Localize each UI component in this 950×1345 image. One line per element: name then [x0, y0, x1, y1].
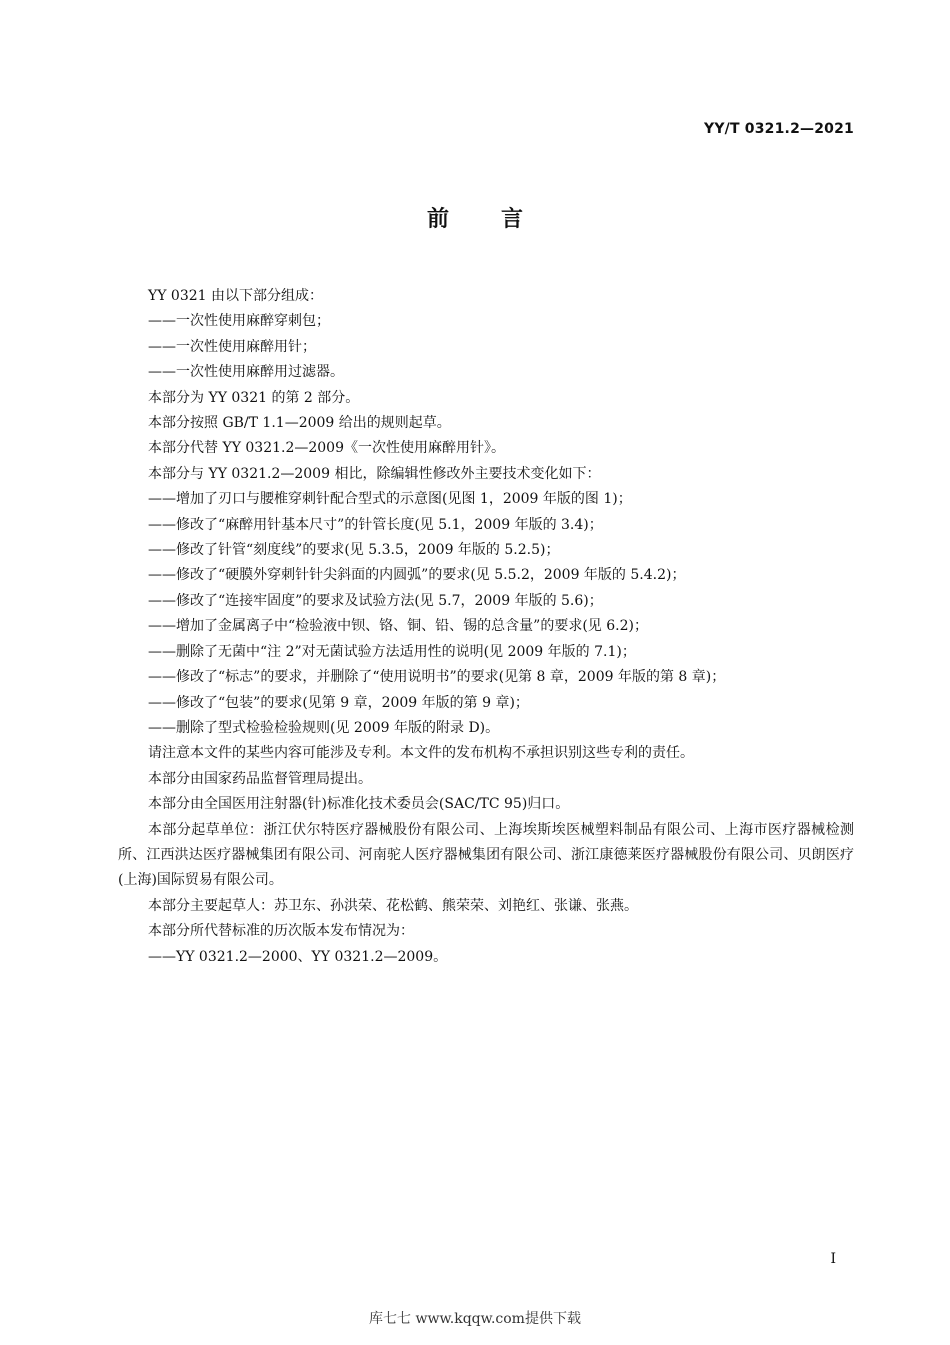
list-item: ——修改了“包装”的要求(见第 9 章，2009 年版的第 9 章)；: [148, 694, 529, 711]
paragraph: 请注意本文件的某些内容可能涉及专利。本文件的发布机构不承担识别这些专利的责任。: [148, 745, 694, 762]
paragraph: 本部分起草单位：浙江伏尔特医疗器械股份有限公司、上海埃斯埃医械塑料制品有限公司、上海市医疗器械检测所、江西洪达医疗器械集团有限公司、河南驼人医疗器械集团有限公司、浙江康德莱医疗器械股份有限公司、贝朗医疗(上海)国际贸易有限公司。: [118, 821, 854, 889]
paragraph: YY 0321 由以下部分组成：: [148, 288, 324, 304]
list-item: ——修改了“麻醉用针基本尺寸”的针管长度(见 5.1，2009 年版的 3.4)；: [148, 516, 603, 533]
list-item: ——一次性使用麻醉用针；: [148, 338, 316, 355]
list-item: ——修改了“连接牢固度”的要求及试验方法(见 5.7，2009 年版的 5.6)；: [148, 592, 603, 609]
list-item: ——一次性使用麻醉穿刺包；: [148, 313, 330, 330]
document-code: YY/T 0321.2—2021: [703, 121, 854, 137]
list-item: ——删除了型式检验检验规则(见 2009 年版的附录 D)。: [148, 719, 500, 736]
list-item: ——删除了无菌中“注 2”对无菌试验方法适用性的说明(见 2009 年版的 7.1)；: [148, 643, 636, 660]
paragraph: 本部分主要起草人：苏卫东、孙洪荣、花松鹤、熊荣荣、刘艳红、张谦、张燕。: [148, 897, 638, 914]
list-item: ——增加了金属离子中“检验液中钡、铬、铜、铅、锡的总含量”的要求(见 6.2)；: [148, 618, 648, 635]
list-item: ——YY 0321.2—2000、YY 0321.2—2009。: [148, 948, 448, 965]
page-title: 前言: [426, 207, 575, 232]
list-item: ——增加了刃口与腰椎穿刺针配合型式的示意图(见图 1，2009 年版的图 1)；: [148, 491, 632, 508]
paragraph: 本部分所代替标准的历次版本发布情况为：: [148, 923, 414, 940]
footer-watermark: 库七七 www.kqqw.com提供下载: [369, 1311, 581, 1327]
paragraph: 本部分代替 YY 0321.2—2009《一次性使用麻醉用针》。: [148, 440, 505, 457]
page-number: I: [830, 1251, 836, 1267]
foreword-body: [118, 284, 854, 970]
list-item: ——修改了“标志”的要求，并删除了“使用说明书”的要求(见第 8 章，2009 年版的第 8 章)；: [148, 669, 726, 686]
paragraph: 本部分由全国医用注射器(针)标准化技术委员会(SAC/TC 95)归口。: [148, 796, 570, 813]
paragraph: 本部分与 YY 0321.2—2009 相比，除编辑性修改外主要技术变化如下：: [148, 465, 601, 482]
paragraph: 本部分按照 GB/T 1.1—2009 给出的规则起草。: [148, 415, 451, 432]
paragraph: 本部分为 YY 0321 的第 2 部分。: [148, 389, 360, 406]
list-item: ——一次性使用麻醉用过滤器。: [148, 364, 344, 381]
list-item: ——修改了“硬膜外穿刺针针尖斜面的内圆弧”的要求(见 5.5.2，2009 年版的 5.4.2)；: [148, 567, 686, 584]
paragraph: 本部分由国家药品监督管理局提出。: [148, 770, 372, 787]
list-item: ——修改了针管“刻度线”的要求(见 5.3.5，2009 年版的 5.2.5)；: [148, 542, 560, 559]
